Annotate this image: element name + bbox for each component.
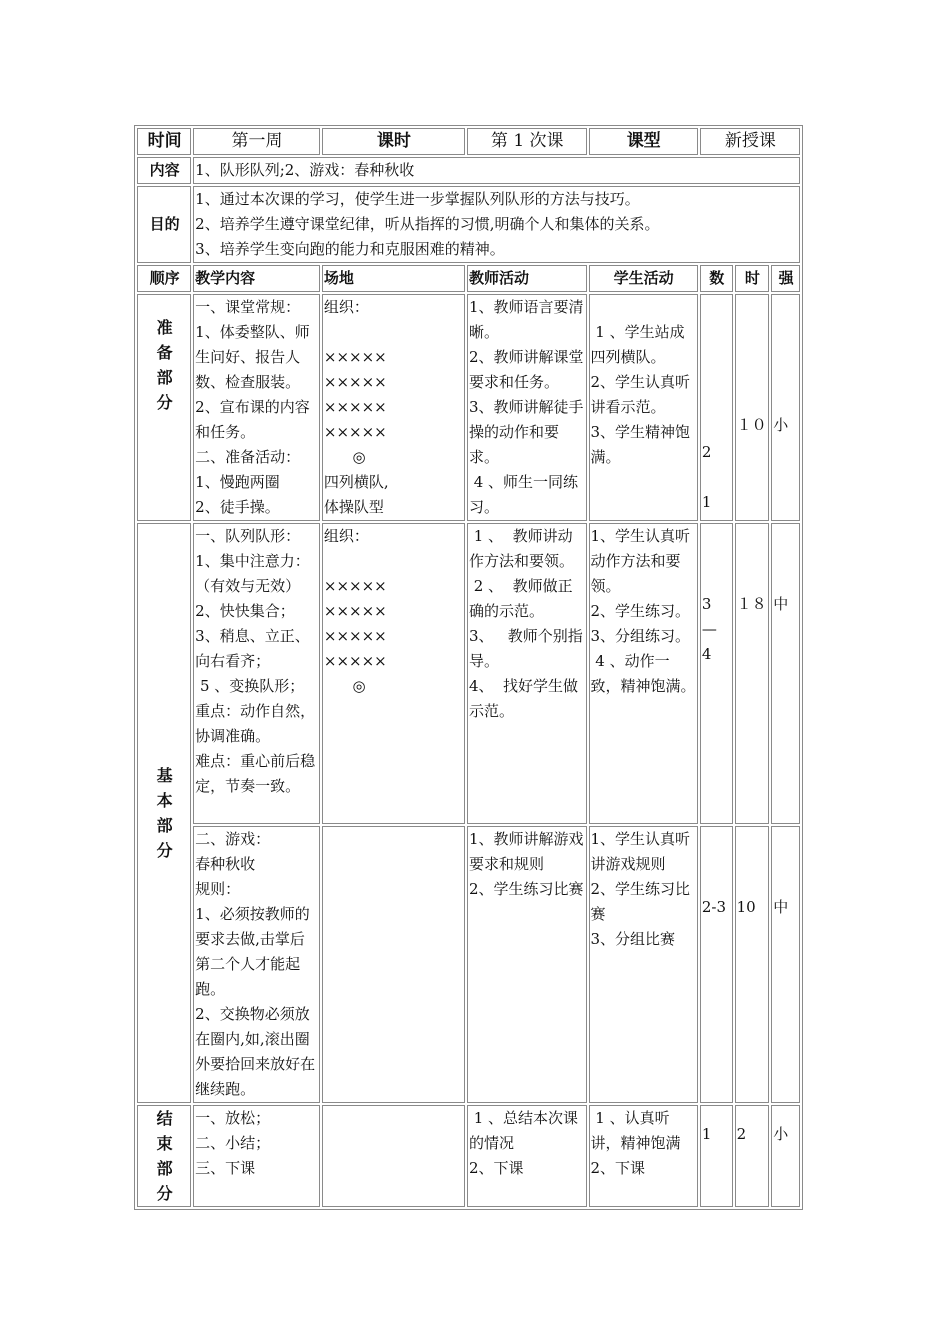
section-name-basic: 基 本 部 分 [137, 523, 191, 1103]
teacher-activity-cell: 1 、总结本次课的情况 2、下课 [467, 1105, 587, 1207]
time-value: 第一周 [193, 128, 320, 155]
col-order: 顺序 [137, 265, 191, 292]
student-activity-cell: 1、学生认真听讲游戏规则 2、学生练习比赛 3、分组比赛 [589, 826, 698, 1103]
col-teacher-activity: 教师活动 [467, 265, 587, 292]
student-activity-cell: 1、学生认真听动作方法和要领。 2、学生练习。 3、分组练习。 4 、动作一致，精神饱满。 [589, 523, 698, 824]
content-row [137, 157, 800, 184]
count-cell: 3 — 4 [700, 523, 733, 824]
time-cell: １０ [735, 294, 770, 521]
count-cell: 2-3 [700, 826, 733, 1103]
content-value: 1、队形队列;2、游戏：春种秋收 [193, 157, 800, 184]
teaching-content-cell: 一、队列队形： 1、集中注意力：（有效与无效） 2、快快集合； 3、稍息、立正、向右看齐； 5 、变换队形； 重点：动作自然，协调准确。 难点：重心前后稳定，节奏一致。 [193, 523, 320, 824]
goals-text [193, 186, 800, 263]
strength-cell: 小 [771, 1105, 800, 1207]
strength-cell: 中 [771, 523, 800, 824]
col-time: 时 [735, 265, 770, 292]
table-row [137, 294, 800, 521]
venue-cell [322, 1105, 465, 1207]
period-label: 课时 [322, 128, 465, 155]
lesson-plan-table [134, 125, 803, 1210]
goal-line: 3、培养学生变向跑的能力和克服困难的精神。 [195, 240, 505, 258]
section-name-end: 结 束 部 分 [137, 1105, 191, 1207]
teaching-content-cell: 一、课堂常规： 1、体委整队、师生问好、报告人数、检查服装。 2、宣布课的内容和任务。 二、准备活动： 1、慢跑两圈 2、徒手操。 [193, 294, 320, 521]
teaching-content-cell: 一、放松； 二、小结； 三、下课 [193, 1105, 320, 1207]
period-value: 第 1 次课 [467, 128, 587, 155]
time-label: 时间 [137, 128, 191, 155]
strength-cell: 中 [771, 826, 800, 1103]
header-row [137, 128, 800, 155]
student-activity-cell: 1 、学生站成四列横队。 2、学生认真听讲看示范。 3、学生精神饱满。 [589, 294, 698, 521]
section-name-prep: 准 备 部 分 [137, 294, 191, 521]
venue-cell: 组织： ××××× ××××× ××××× ××××× ◎ 四列横队, 体操队型 [322, 294, 465, 521]
strength-cell: 小 [771, 294, 800, 521]
time-cell: １８ [735, 523, 770, 824]
venue-cell [322, 826, 465, 1103]
teaching-content-cell: 二、游戏： 春种秋收 规则： 1、必须按教师的要求去做,击掌后第二个人才能起跑。 2、交换物必须放在圈内,如,滚出圈外要拾回来放好在继续跑。 [193, 826, 320, 1103]
col-teaching-content: 教学内容 [193, 265, 320, 292]
col-count: 数 [700, 265, 733, 292]
count-cell: 1 [700, 1105, 733, 1207]
col-venue: 场地 [322, 265, 465, 292]
student-activity-cell: 1 、认真听讲，精神饱满 2、下课 [589, 1105, 698, 1207]
goal-line: 2、培养学生遵守课堂纪律，听从指挥的习惯,明确个人和集体的关系。 [195, 215, 660, 233]
teacher-activity-cell: 1 、 教师讲动作方法和要领。 2 、 教师做正确的示范。 3、 教师个别指导。 4、 找好学生做示范。 [467, 523, 587, 824]
time-cell: 10 [735, 826, 770, 1103]
goal-line: 1、通过本次课的学习，使学生进一步掌握队列队形的方法与技巧。 [195, 190, 640, 208]
content-label: 内容 [137, 157, 191, 184]
column-header-row [137, 265, 800, 292]
teacher-activity-cell: 1、教师讲解游戏要求和规则 2、学生练习比赛 [467, 826, 587, 1103]
type-value: 新授课 [700, 128, 800, 155]
time-cell: 2 [735, 1105, 770, 1207]
table-row [137, 523, 800, 824]
goals-label: 目的 [137, 186, 191, 263]
table-row [137, 1105, 800, 1207]
count-cell: 2 1 [700, 294, 733, 521]
table-row [137, 826, 800, 1103]
teacher-activity-cell: 1、教师语言要清晰。 2、教师讲解课堂要求和任务。 3、教师讲解徒手操的动作和要求。 4 、师生一同练习。 [467, 294, 587, 521]
venue-cell: 组织： ××××× ××××× ××××× ××××× ◎ [322, 523, 465, 824]
goals-row [137, 186, 800, 263]
col-strength: 强 [771, 265, 800, 292]
type-label: 课型 [589, 128, 698, 155]
col-student-activity: 学生活动 [589, 265, 698, 292]
